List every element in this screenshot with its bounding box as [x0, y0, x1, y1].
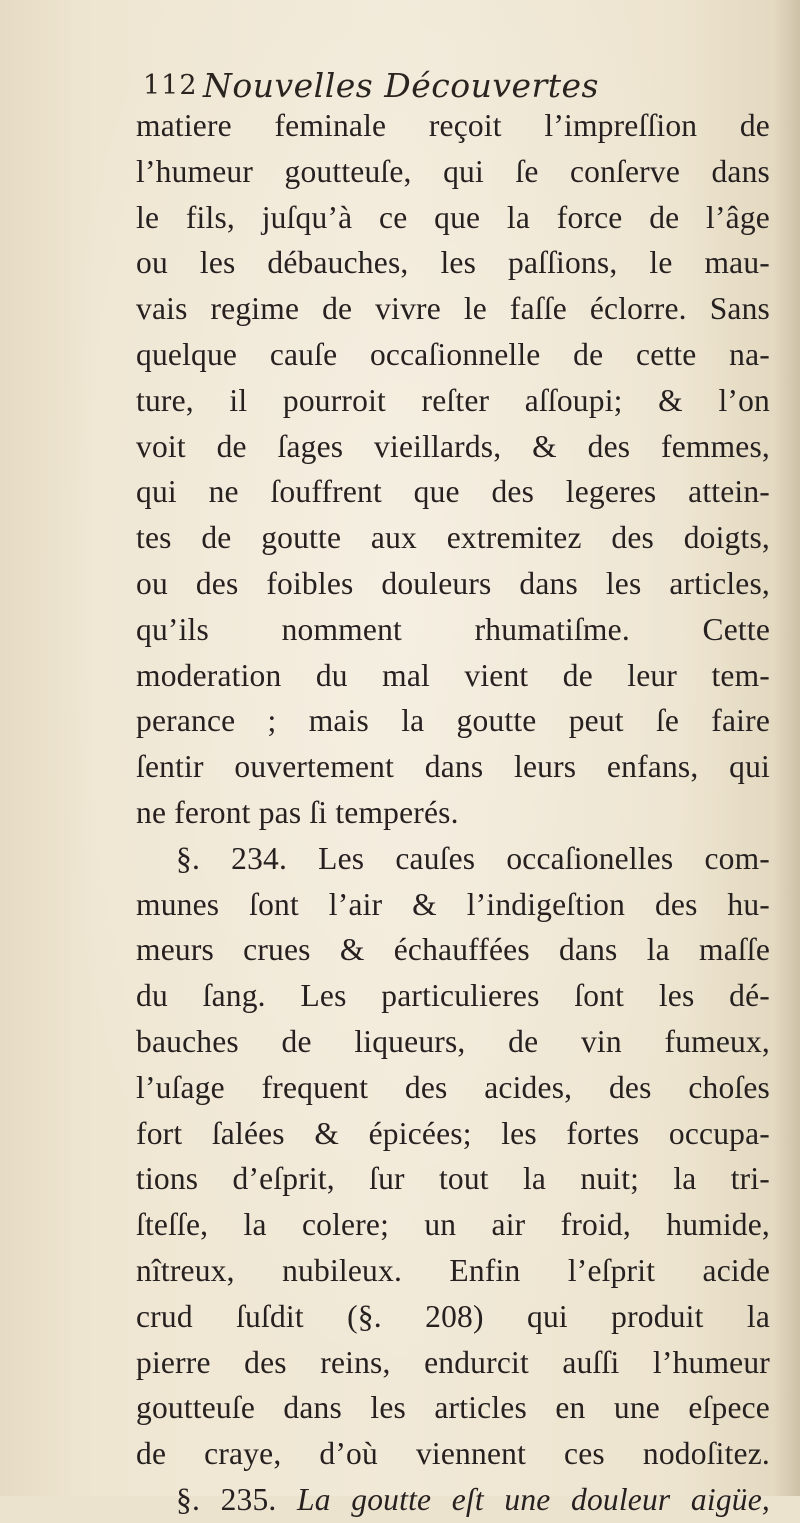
text-line: voit de ſages vieillards, & des femmes, [136, 428, 770, 464]
text-line: pierre des reins, endurcit auſſi l’humeur [136, 1344, 770, 1380]
running-title: Nouvelles Découvertes [203, 66, 599, 105]
text-line: ſentir ouvertement dans leurs enfans, qui [136, 749, 770, 785]
body-text [136, 103, 770, 1523]
text-line: l’uſage frequent des acides, des choſes [136, 1069, 770, 1105]
text-line: perance ; mais la goutte peut ſe faire [136, 703, 770, 739]
text-line: vais regime de vivre le faſſe éclorre. Sans [136, 291, 770, 327]
page-number: 112 [143, 70, 198, 101]
text-line: ou les débauches, les paſſions, le mau- [136, 245, 770, 281]
text-line: bauches de liqueurs, de vin fumeux, [136, 1023, 770, 1059]
section-234-start: §. 234. Les cauſes occaſionelles com- [176, 840, 770, 876]
text-line: ou des foibles douleurs dans les articles, [136, 565, 770, 601]
page-edge-shadow [774, 0, 800, 1496]
text-line: qu’ils nomment rhumatiſme. Cette [136, 611, 770, 647]
text-line: fort ſalées & épicées; les fortes occupa- [136, 1115, 770, 1151]
text-line: l’humeur goutteuſe, qui ſe conſerve dans [136, 153, 770, 189]
text-line: matiere feminale reçoit l’impreſſion de [136, 108, 770, 143]
text-line: du ſang. Les particulieres ſont les dé- [136, 978, 770, 1014]
text-line: meurs crues & échauffées dans la maſſe [136, 932, 770, 968]
text-line: tes de goutte aux extremitez des doigts, [136, 520, 770, 556]
text-line: moderation du mal vient de leur tem- [136, 657, 770, 693]
text-line: quelque cauſe occaſionnelle de cette na- [136, 336, 770, 372]
text-line: tions d’eſprit, ſur tout la nuit; la tri- [136, 1161, 770, 1197]
text-line: goutteuſe dans les articles en une eſpece [136, 1390, 770, 1426]
text-line: qui ne ſouffrent que des legeres attein- [136, 474, 770, 510]
text-line: nîtreux, nubileux. Enfin l’eſprit acide [136, 1252, 770, 1288]
text-line: ſteſſe, la colere; un air froid, humide, [136, 1207, 770, 1243]
text-line: munes ſont l’air & l’indigeſtion des hu- [136, 886, 770, 922]
section-235-italic-text: La goutte eſt une douleur aigüe, [297, 1481, 770, 1517]
text-line: de craye, d’où viennent ces nodoſitez. [136, 1436, 770, 1472]
text-line: crud ſuſdit (§. 208) qui produit la [136, 1298, 770, 1334]
section-235-number: §. 235. [176, 1481, 298, 1517]
text-line: ne feront pas ſi temperés. [136, 794, 459, 830]
text-line: ture, il pourroit reſter aſſoupi; & l’on [136, 382, 770, 418]
text-line: le fils, juſqu’à ce que la force de l’âge [136, 199, 770, 235]
section-235-start [136, 1477, 770, 1523]
